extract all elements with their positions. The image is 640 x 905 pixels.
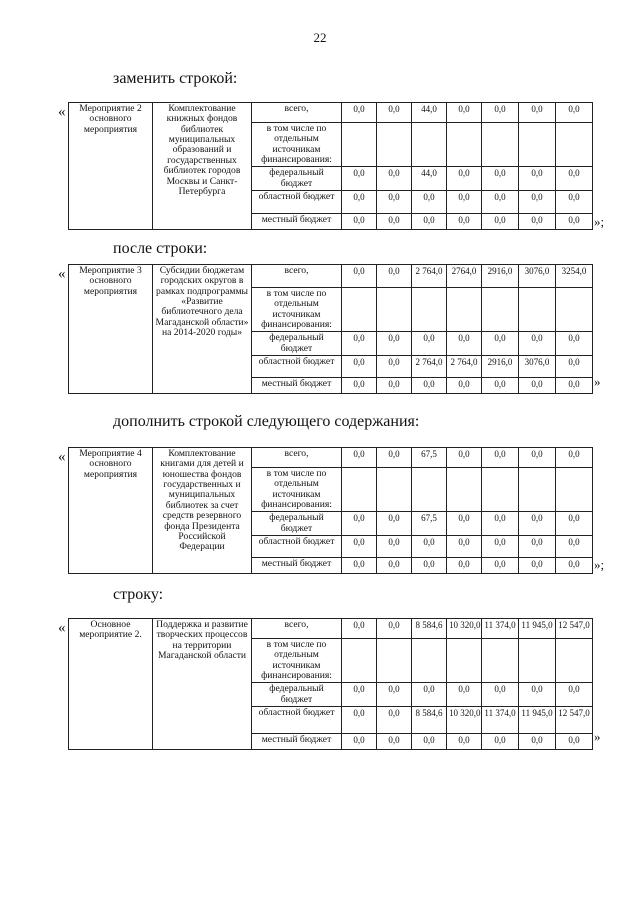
block-4-local-value-7: 0,0 <box>556 734 593 750</box>
block-1-row-sources-label: в том числе по отдельным источникам финансирования: <box>252 123 342 167</box>
block-3-row-total-label: всего, <box>252 448 342 468</box>
block-3-sources-blank <box>412 468 447 512</box>
block-4-sources-blank <box>412 639 447 683</box>
block-3-regional-value-4: 0,0 <box>447 536 482 558</box>
block-3-sources-blank <box>377 468 412 512</box>
block-2-local-value-1: 0,0 <box>342 378 377 394</box>
block-1-table <box>68 102 593 230</box>
block-1-regional-value-3: 0,0 <box>412 191 447 214</box>
block-1-federal-value-6: 0,0 <box>519 167 556 191</box>
block-2-total-value-3: 2 764,0 <box>412 265 447 288</box>
block-2-row-total-label: всего, <box>252 265 342 288</box>
block-3-regional-value-3: 0,0 <box>412 536 447 558</box>
block-1-regional-value-6: 0,0 <box>519 191 556 214</box>
block-1-local-value-4: 0,0 <box>447 214 482 230</box>
block-1-sources-blank <box>377 123 412 167</box>
block-2-quote-close: » <box>594 374 601 389</box>
block-4-federal-value-1: 0,0 <box>342 683 377 707</box>
block-1-federal-value-1: 0,0 <box>342 167 377 191</box>
block-4-total-value-4: 10 320,0 <box>447 619 482 639</box>
block-2-total-value-2: 0,0 <box>377 265 412 288</box>
block-3-row-local-label: местный бюджет <box>252 558 342 574</box>
block-4-heading: строку: <box>113 586 164 603</box>
block-4-regional-value-6: 11 945,0 <box>519 707 556 734</box>
block-1-federal-value-4: 0,0 <box>447 167 482 191</box>
block-4-regional-value-1: 0,0 <box>342 707 377 734</box>
block-2-row-regional-label: областной бюджет <box>252 356 342 378</box>
block-1-total-value-1: 0,0 <box>342 103 377 123</box>
block-2-regional-value-1: 0,0 <box>342 356 377 378</box>
block-4-federal-value-3: 0,0 <box>412 683 447 707</box>
block-3-federal-value-1: 0,0 <box>342 512 377 536</box>
block-4-local-value-2: 0,0 <box>377 734 412 750</box>
block-2-regional-value-3: 2 764,0 <box>412 356 447 378</box>
block-4-total-value-2: 0,0 <box>377 619 412 639</box>
block-1-local-value-2: 0,0 <box>377 214 412 230</box>
block-3-event-cell: Мероприятие 4 основного мероприятия <box>69 448 153 574</box>
block-3-total-value-5: 0,0 <box>482 448 519 468</box>
block-2-table <box>68 264 593 394</box>
block-2-total-value-6: 3076,0 <box>519 265 556 288</box>
block-3-sources-blank <box>342 468 377 512</box>
block-2-federal-value-3: 0,0 <box>412 332 447 356</box>
block-3-row-regional-label: областной бюджет <box>252 536 342 558</box>
block-1-row-local-label: местный бюджет <box>252 214 342 230</box>
block-2-total-value-1: 0,0 <box>342 265 377 288</box>
block-2-federal-value-6: 0,0 <box>519 332 556 356</box>
block-4-federal-value-5: 0,0 <box>482 683 519 707</box>
block-4-row-federal-label: федеральный бюджет <box>252 683 342 707</box>
block-3-federal-value-7: 0,0 <box>556 512 593 536</box>
block-2-sources-blank <box>342 288 377 332</box>
block-1-sources-blank <box>412 123 447 167</box>
block-3-total-value-4: 0,0 <box>447 448 482 468</box>
block-2-sources-blank <box>556 288 593 332</box>
block-2-heading: после строки: <box>113 240 208 257</box>
block-2-description-cell: Субсидии бюджетам городских округов в рамках подпрограммы «Развитие библиотечного дела Магаданской области» на 2014-2020 годы» <box>153 265 252 394</box>
block-3-local-value-2: 0,0 <box>377 558 412 574</box>
block-3-total-value-3: 67,5 <box>412 448 447 468</box>
block-2-federal-value-4: 0,0 <box>447 332 482 356</box>
block-2-regional-value-2: 0,0 <box>377 356 412 378</box>
block-3-sources-blank <box>556 468 593 512</box>
block-2-total-value-7: 3254,0 <box>556 265 593 288</box>
block-4-total-value-5: 11 374,0 <box>482 619 519 639</box>
block-4-local-value-5: 0,0 <box>482 734 519 750</box>
block-3-regional-value-7: 0,0 <box>556 536 593 558</box>
block-1-sources-blank <box>556 123 593 167</box>
block-2-regional-value-4: 2 764,0 <box>447 356 482 378</box>
block-2-sources-blank <box>412 288 447 332</box>
block-1-local-value-6: 0,0 <box>519 214 556 230</box>
block-1-regional-value-2: 0,0 <box>377 191 412 214</box>
block-2-regional-value-7: 0,0 <box>556 356 593 378</box>
block-2-federal-value-1: 0,0 <box>342 332 377 356</box>
block-1-quote-open: « <box>58 104 66 120</box>
block-1-federal-value-5: 0,0 <box>482 167 519 191</box>
block-2-federal-value-7: 0,0 <box>556 332 593 356</box>
block-1-total-value-3: 44,0 <box>412 103 447 123</box>
block-2-regional-value-6: 3076,0 <box>519 356 556 378</box>
block-3-regional-value-5: 0,0 <box>482 536 519 558</box>
block-3-federal-value-6: 0,0 <box>519 512 556 536</box>
block-1-event-cell: Мероприятие 2 основного мероприятия <box>69 103 153 230</box>
block-4-total-value-7: 12 547,0 <box>556 619 593 639</box>
block-4-regional-value-3: 8 584,6 <box>412 707 447 734</box>
block-4-federal-value-6: 0,0 <box>519 683 556 707</box>
block-1-total-value-6: 0,0 <box>519 103 556 123</box>
block-1-heading: заменить строкой: <box>113 70 238 87</box>
block-3-quote-open: « <box>58 449 66 465</box>
block-4-sources-blank <box>519 639 556 683</box>
block-4-regional-value-7: 12 547,0 <box>556 707 593 734</box>
block-4-quote-close: » <box>594 729 601 744</box>
block-2-sources-blank <box>482 288 519 332</box>
block-1-total-value-7: 0,0 <box>556 103 593 123</box>
block-3-total-value-6: 0,0 <box>519 448 556 468</box>
block-2-local-value-3: 0,0 <box>412 378 447 394</box>
block-4-row-sources-label: в том числе по отдельным источникам финансирования: <box>252 639 342 683</box>
block-4-total-value-3: 8 584,6 <box>412 619 447 639</box>
block-1-total-value-5: 0,0 <box>482 103 519 123</box>
block-4-sources-blank <box>482 639 519 683</box>
block-1-federal-value-2: 0,0 <box>377 167 412 191</box>
block-2-federal-value-2: 0,0 <box>377 332 412 356</box>
block-4-regional-value-2: 0,0 <box>377 707 412 734</box>
block-2-sources-blank <box>519 288 556 332</box>
block-3-regional-value-1: 0,0 <box>342 536 377 558</box>
block-4-total-value-1: 0,0 <box>342 619 377 639</box>
block-1-regional-value-7: 0,0 <box>556 191 593 214</box>
block-4-row-regional-label: областной бюджет <box>252 707 342 734</box>
block-1-quote-close: »; <box>594 214 605 229</box>
block-4-quote-open: « <box>58 620 66 636</box>
block-1-total-value-2: 0,0 <box>377 103 412 123</box>
block-2-local-value-5: 0,0 <box>482 378 519 394</box>
block-1-sources-blank <box>342 123 377 167</box>
block-3-regional-value-6: 0,0 <box>519 536 556 558</box>
block-2-quote-open: « <box>58 266 66 282</box>
block-3-sources-blank <box>482 468 519 512</box>
block-2-total-value-5: 2916,0 <box>482 265 519 288</box>
block-4-local-value-4: 0,0 <box>447 734 482 750</box>
block-3-row-federal-label: федеральный бюджет <box>252 512 342 536</box>
block-4-event-cell: Основное мероприятие 2. <box>69 619 153 750</box>
block-4-sources-blank <box>377 639 412 683</box>
block-4-row-total-label: всего, <box>252 619 342 639</box>
page-number: 22 <box>313 30 327 45</box>
block-4-row-local-label: местный бюджет <box>252 734 342 750</box>
block-1-local-value-7: 0,0 <box>556 214 593 230</box>
block-3-federal-value-4: 0,0 <box>447 512 482 536</box>
block-2-sources-blank <box>447 288 482 332</box>
block-2-event-cell: Мероприятие 3 основного мероприятия <box>69 265 153 394</box>
block-1-regional-value-1: 0,0 <box>342 191 377 214</box>
block-3-heading: дополнить строкой следующего содержания: <box>113 413 420 430</box>
block-4-federal-value-7: 0,0 <box>556 683 593 707</box>
block-3-regional-value-2: 0,0 <box>377 536 412 558</box>
block-1-local-value-1: 0,0 <box>342 214 377 230</box>
block-3-federal-value-2: 0,0 <box>377 512 412 536</box>
block-2-federal-value-5: 0,0 <box>482 332 519 356</box>
block-1-sources-blank <box>482 123 519 167</box>
block-4-sources-blank <box>556 639 593 683</box>
block-3-local-value-6: 0,0 <box>519 558 556 574</box>
block-3-sources-blank <box>447 468 482 512</box>
block-1-local-value-5: 0,0 <box>482 214 519 230</box>
block-3-federal-value-5: 0,0 <box>482 512 519 536</box>
block-3-local-value-4: 0,0 <box>447 558 482 574</box>
block-4-local-value-6: 0,0 <box>519 734 556 750</box>
block-4-federal-value-4: 0,0 <box>447 683 482 707</box>
block-1-description-cell: Комплектование книжных фондов библиотек муниципальных образований и государственных библиотек городов Москвы и Санкт-Петербурга <box>153 103 252 230</box>
block-4-total-value-6: 11 945,0 <box>519 619 556 639</box>
block-4-table <box>68 618 593 750</box>
block-2-regional-value-5: 2916,0 <box>482 356 519 378</box>
block-4-local-value-1: 0,0 <box>342 734 377 750</box>
block-2-local-value-2: 0,0 <box>377 378 412 394</box>
block-1-sources-blank <box>519 123 556 167</box>
block-1-regional-value-5: 0,0 <box>482 191 519 214</box>
block-1-total-value-4: 0,0 <box>447 103 482 123</box>
block-1-sources-blank <box>447 123 482 167</box>
block-4-sources-blank <box>447 639 482 683</box>
block-2-local-value-6: 0,0 <box>519 378 556 394</box>
block-3-total-value-1: 0,0 <box>342 448 377 468</box>
block-4-federal-value-2: 0,0 <box>377 683 412 707</box>
block-4-regional-value-5: 11 374,0 <box>482 707 519 734</box>
block-3-quote-close: »; <box>594 557 605 572</box>
block-3-local-value-1: 0,0 <box>342 558 377 574</box>
block-4-description-cell: Поддержка и развитие творческих процессов на территории Магаданской области <box>153 619 252 750</box>
block-3-federal-value-3: 67,5 <box>412 512 447 536</box>
block-1-local-value-3: 0,0 <box>412 214 447 230</box>
block-1-federal-value-3: 44,0 <box>412 167 447 191</box>
block-3-sources-blank <box>519 468 556 512</box>
block-2-row-sources-label: в том числе по отдельным источникам финансирования: <box>252 288 342 332</box>
block-2-row-local-label: местный бюджет <box>252 378 342 394</box>
block-2-sources-blank <box>377 288 412 332</box>
block-3-total-value-2: 0,0 <box>377 448 412 468</box>
block-2-total-value-4: 2764,0 <box>447 265 482 288</box>
block-1-regional-value-4: 0,0 <box>447 191 482 214</box>
block-2-local-value-7: 0,0 <box>556 378 593 394</box>
block-4-local-value-3: 0,0 <box>412 734 447 750</box>
block-4-regional-value-4: 10 320,0 <box>447 707 482 734</box>
block-1-federal-value-7: 0,0 <box>556 167 593 191</box>
block-3-table <box>68 447 593 574</box>
block-3-local-value-5: 0,0 <box>482 558 519 574</box>
block-2-local-value-4: 0,0 <box>447 378 482 394</box>
block-3-local-value-7: 0,0 <box>556 558 593 574</box>
block-1-row-federal-label: федеральный бюджет <box>252 167 342 191</box>
block-3-local-value-3: 0,0 <box>412 558 447 574</box>
block-4-sources-blank <box>342 639 377 683</box>
block-3-row-sources-label: в том числе по отдельным источникам финансирования: <box>252 468 342 512</box>
block-1-row-regional-label: областной бюджет <box>252 191 342 214</box>
block-2-row-federal-label: федеральный бюджет <box>252 332 342 356</box>
block-1-row-total-label: всего, <box>252 103 342 123</box>
block-3-total-value-7: 0,0 <box>556 448 593 468</box>
block-3-description-cell: Комплектование книгами для детей и юношества фондов государственных и муниципальных библиотек за счет средств резервного фонда Президента Российской Федерации <box>153 448 252 574</box>
